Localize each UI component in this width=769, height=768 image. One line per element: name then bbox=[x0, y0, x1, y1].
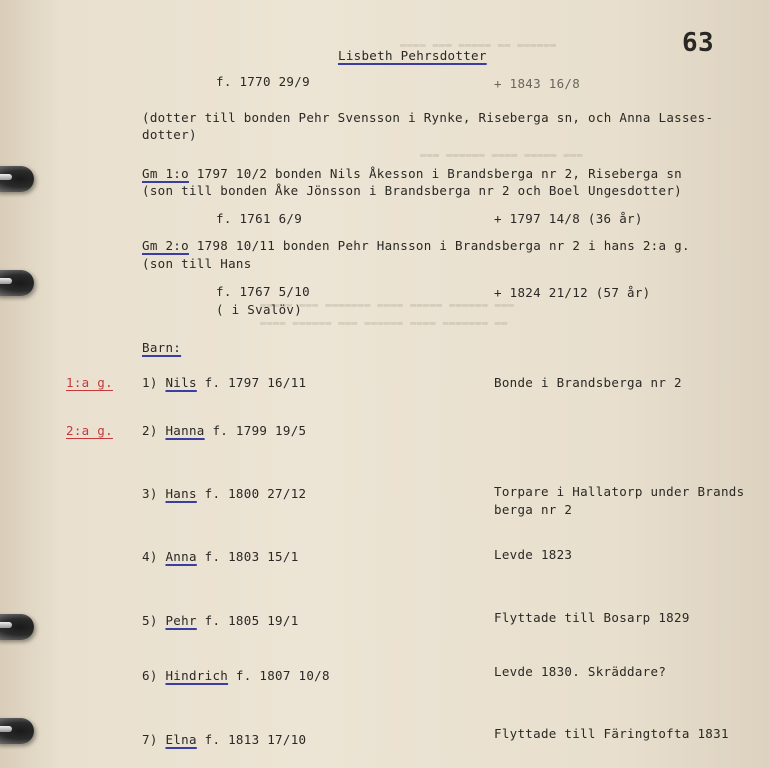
marriage-1-line-2: (son till bonden Åke Jönsson i Brandsberga nr 2 och Boel Ungesdotter) bbox=[142, 183, 682, 198]
child-note: Bonde i Brandsberga nr 2 bbox=[494, 375, 682, 390]
page-number: 63 bbox=[682, 28, 714, 58]
child-born: f. 1800 27/12 bbox=[204, 486, 307, 501]
child-number: 1) bbox=[142, 375, 158, 390]
spouse-2-born: f. 1767 5/10 bbox=[216, 284, 310, 299]
child-note: Flyttade till Färingtofta 1831 bbox=[494, 726, 729, 741]
bleed-through-texture: ▬▬▬▬▬ ▬▬▬ ▬▬▬▬▬▬▬ ▬▬▬▬ ▬▬▬▬▬ ▬▬▬▬▬▬ ▬▬▬ bbox=[260, 300, 515, 311]
child-name: Pehr bbox=[165, 613, 197, 628]
child-name: Elna bbox=[165, 732, 197, 747]
list-item bbox=[142, 613, 299, 628]
marriage-mark-1: 1:a g. bbox=[66, 375, 113, 390]
list-item bbox=[142, 423, 306, 438]
spouse-2-born-place: ( i Svalöv) bbox=[216, 302, 303, 317]
bleed-through-texture: ▬▬▬ ▬▬▬▬▬▬ ▬▬▬▬ ▬▬▬▬▬ ▬▬▬ bbox=[420, 150, 584, 161]
child-note: Flyttade till Bosarp 1829 bbox=[494, 610, 690, 625]
child-name: Hanna bbox=[165, 423, 205, 438]
child-name: Nils bbox=[165, 375, 197, 390]
marriage-1-text: 1797 10/2 bonden Nils Åkesson i Brandsberga nr 2, Riseberga sn bbox=[188, 166, 682, 181]
child-note-continued: berga nr 2 bbox=[494, 502, 573, 517]
binder-ring-icon bbox=[0, 614, 34, 640]
child-number: 4) bbox=[142, 549, 158, 564]
child-number: 3) bbox=[142, 486, 158, 501]
marriage-2-text: 1798 10/11 bonden Pehr Hansson i Brandsberga nr 2 i hans 2:a g. bbox=[188, 238, 690, 253]
binder-ring-icon bbox=[0, 718, 34, 744]
person-died: + 1843 16/8 bbox=[494, 76, 581, 91]
marriage-1-prefix: Gm 1:o bbox=[142, 166, 189, 181]
spouse-2-died: + 1824 21/12 (57 år) bbox=[494, 285, 651, 300]
marriage-2-line-1 bbox=[142, 238, 690, 253]
child-note: Torpare i Hallatorp under Brands bbox=[494, 484, 745, 499]
child-note: Levde 1830. Skräddare? bbox=[494, 664, 667, 679]
list-item bbox=[142, 549, 299, 564]
parents-line-2: dotter) bbox=[142, 127, 197, 142]
person-name: Lisbeth Pehrsdotter bbox=[338, 48, 487, 63]
children-heading: Barn: bbox=[142, 340, 182, 355]
child-born: f. 1813 17/10 bbox=[204, 732, 307, 747]
marriage-1-line-1 bbox=[142, 166, 682, 181]
list-item bbox=[142, 732, 306, 747]
binder-ring-icon bbox=[0, 270, 34, 296]
spouse-1-died: + 1797 14/8 (36 år) bbox=[494, 211, 643, 226]
bleed-through-texture: ▬▬▬▬ ▬▬▬ ▬▬▬▬▬ ▬▬ ▬▬▬▬▬▬ bbox=[400, 40, 557, 51]
child-name: Hindrich bbox=[165, 668, 229, 683]
marriage-mark-2: 2:a g. bbox=[66, 423, 113, 438]
parents-line-1: (dotter till bonden Pehr Svensson i Rynke, Riseberga sn, och Anna Lasses- bbox=[142, 110, 714, 125]
child-number: 7) bbox=[142, 732, 158, 747]
child-number: 5) bbox=[142, 613, 158, 628]
list-item bbox=[142, 668, 330, 683]
child-number: 2) bbox=[142, 423, 158, 438]
child-number: 6) bbox=[142, 668, 158, 683]
marriage-2-prefix: Gm 2:o bbox=[142, 238, 189, 253]
list-item bbox=[142, 486, 306, 501]
child-born: f. 1799 19/5 bbox=[212, 423, 307, 438]
child-note: Levde 1823 bbox=[494, 547, 573, 562]
child-name: Anna bbox=[165, 549, 197, 564]
spouse-1-born: f. 1761 6/9 bbox=[216, 211, 303, 226]
marriage-2-line-2: (son till Hans bbox=[142, 256, 252, 271]
child-born: f. 1807 10/8 bbox=[235, 668, 330, 683]
binder-ring-icon bbox=[0, 166, 34, 192]
child-born: f. 1803 15/1 bbox=[204, 549, 299, 564]
child-name: Hans bbox=[165, 486, 197, 501]
person-born: f. 1770 29/9 bbox=[216, 74, 310, 89]
child-born: f. 1805 19/1 bbox=[204, 613, 299, 628]
child-born: f. 1797 16/11 bbox=[204, 375, 307, 390]
bleed-through-texture: ▬▬▬▬ ▬▬▬▬▬▬ ▬▬▬ ▬▬▬▬▬▬ ▬▬▬▬ ▬▬▬▬▬▬▬ ▬▬ bbox=[260, 318, 508, 329]
list-item bbox=[142, 375, 306, 390]
